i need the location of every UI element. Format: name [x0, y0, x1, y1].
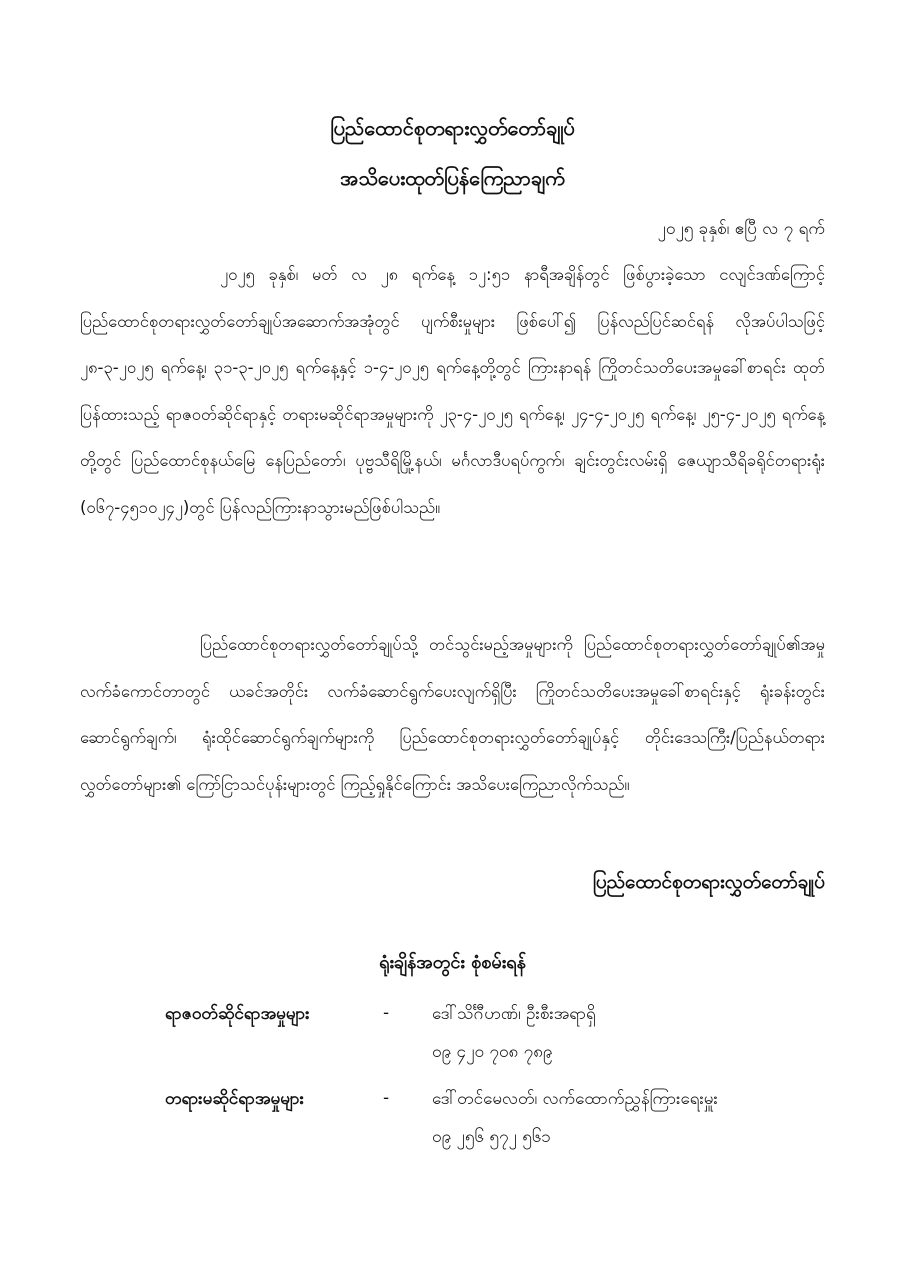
contact-dash: - [383, 1088, 390, 1108]
contact-dash: - [383, 1003, 390, 1023]
contact-phone: ၀၉ ၂၅၆ ၅၇၂ ၅၆၁ [432, 1127, 551, 1147]
contact-role: တရားမဆိုင်ရာအမှုများ [165, 1089, 304, 1109]
contact-title: ရုံးချိန်အတွင်း စုံစမ်းရန် [379, 952, 526, 973]
document-date: ၂၀၂၅ ခုနှစ်၊ ဧပြီ လ ၇ ရက် [657, 219, 825, 239]
paragraph-1: ၂၀၂၅ ခုနှစ်၊ မတ် လ ၂၈ ရက်နေ့ ၁၂:၅၁ နာရီအချိန်တွင် ဖြစ်ပွားခဲ့သော ငလျင်ဒဏ်ကြောင့် ပြည်ထောင်စုတရားလွှတ်တော်ချုပ်အဆောက်အအုံတွင် ပျက်စီးမှုများ ဖြစ်ပေါ်၍ ပြန်လည်ပြင်ဆင်ရန် လိုအပ်ပါသဖြင့် ၂၈-၃-၂၀၂၅ ရက်နေ့၊ ၃၁-၃-၂၀၂၅ ရက်နေ့နှင့် ၁-၄-၂၀၂၅ ရက်နေ့တို့တွင် ကြားနာရန် ကြိုတင်သတိပေးအမှုခေါ်စာရင်း ထုတ်ပြန်ထားသည့် ရာဇဝတ်ဆိုင်ရာနှင့် တရားမဆိုင်ရာအမှုများကို ၂၃-၄-၂၀၂၅ ရက်နေ့၊ ၂၄-၄-၂၀၂၅ ရက်နေ့၊ ၂၅-၄-၂၀၂၅ ရက်နေ့တို့တွင် ပြည်ထောင်စုနယ်မြေ နေပြည်တော်၊ ပုဗ္ဗသီရိမြို့နယ်၊ မင်္ဂလာဒီပရပ်ကွက်၊ ချင်းတွင်းလမ်းရှိ ဇေယျာသီရိခရိုင်တရားရုံး (၀၆၇-၄၅၁၀၂၄၂)တွင် ပြန်လည်ကြားနာသွားမည်ဖြစ်ပါသည်။ [80, 265, 825, 517]
document-title: ပြည်ထောင်စုတရားလွှတ်တော်ချုပ် [330, 116, 575, 140]
contact-person: ဒေါ်သိင်္ဂီဟဏ်၊ ဦးစီးအရာရှိ [432, 1004, 596, 1024]
signature: ပြည်ထောင်စုတရားလွှတ်တော်ချုပ် [592, 871, 825, 893]
contact-role: ရာဇဝတ်ဆိုင်ရာအမှုများ [165, 1004, 310, 1024]
contact-phone: ၀၉ ၄၂၀ ၇၀၈ ၇၈၉ [432, 1042, 553, 1062]
contact-row [0, 1080, 905, 1180]
contact-person: ဒေါ်တင်မေလတ်၊ လက်ထောက်ညွှန်ကြားရေးမှူး [432, 1089, 718, 1109]
document-subtitle: အသိပေးထုတ်ပြန်ကြေညာချက် [340, 166, 565, 190]
paragraph-2: ပြည်ထောင်စုတရားလွှတ်တော်ချုပ်သို့ တင်သွင်းမည့်အမှုများကို ပြည်ထောင်စုတရားလွှတ်တော်ချုပ်၏အမှုလက်ခံကောင်တာတွင် ယခင်အတိုင်း လက်ခံဆောင်ရွက်ပေးလျက်ရှိပြီး ကြိုတင်သတိပေးအမှုခေါ်စာရင်းနှင့် ရုံးခန်းတွင်းဆောင်ရွက်ချက်၊ ရုံးထိုင်ဆောင်ရွက်ချက်များကို ပြည်ထောင်စုတရားလွှတ်တော်ချုပ်နှင့် တိုင်းဒေသကြီး/ပြည်နယ်တရားလွှတ်တော်များ၏ ကြော်ငြာသင်ပုန်းများတွင် ကြည့်ရှုနိုင်ကြောင်း အသိပေးကြေညာလိုက်သည်။ [80, 635, 825, 794]
